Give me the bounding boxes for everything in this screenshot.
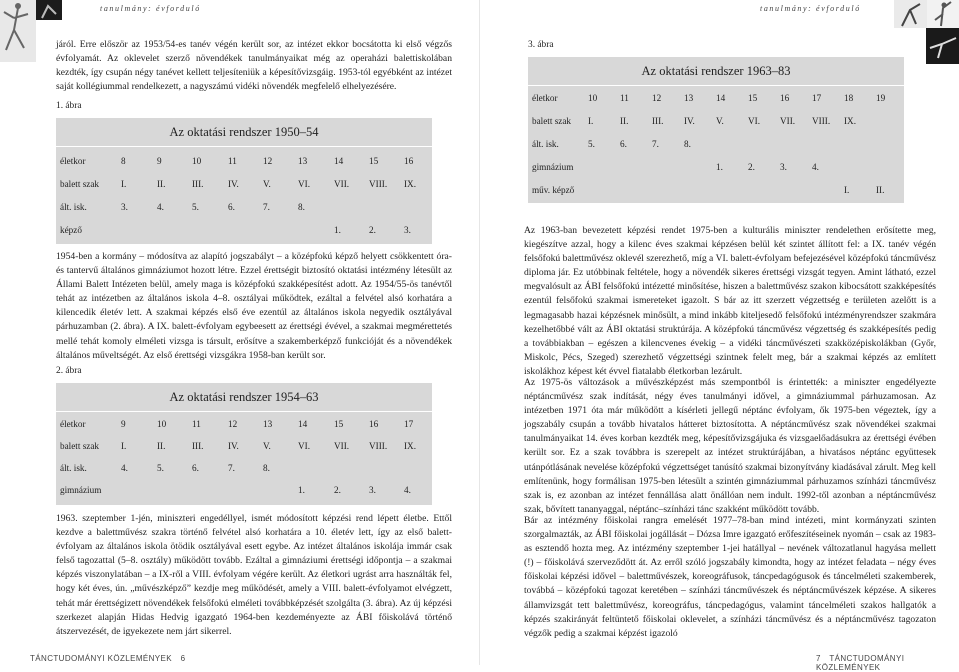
row-label: életkor [60, 156, 86, 166]
body-paragraph: járól. Erre először az 1953/54-es tanév végén került sor, az intézet ekkor bocsátotta ki első végzős évfolyamát. Az oklevelet szerző növendékek tanulmányaikat még az operaházi balettiskolában kezdték, így csupán négy tanévet kellett teljesíteniük a képesítővizsgáig. 1953-tól egyébként az intézet saját kollégiummal rendelkezett, a nagyszámú vidéki növendék megfelelő elhelyezésére. [56, 39, 452, 93]
body-paragraph: Bár az intézmény főiskolai rangra emelését 1977–78-ban mind intézeti, mint kormányzati szinten szorgalmazták, az ÁBI főiskolai jogállását – Dózsa Imre igazgató erőfeszítéseinek nyomán – csak az 1983-as esztendő hozta meg. Az intézmény szeptember 1-jei hatállyal – nevének változatlanul hagyása mellett (!) – főiskolává szerveződött át. Az erről szóló jogszabály kimondta, hogy az intézet feladata – négy éves főiskolai képzési idővel – balettművészek, koreográfusok, táncpedagógusok és táncelméleti szakemberek, továbbá – középfokú tagozat keretében – színházi táncművészek és néptáncművészek képzése. A sikeres államvizsgát tett balettművész, koreográfus, táncpedagógus, valamint táncelméleti szakos hallgatók a képzés szakirányát feltüntető főiskolai oklevelet, a színházi táncművész és a néptáncművész tagozaton végzők pedig a szakmai képzést igazoló [524, 515, 936, 639]
table-title: Az oktatási rendszer 1963–83 [528, 57, 904, 86]
row-label: ált. isk. [60, 202, 87, 212]
journal-title: TÁNCTUDOMÁNYI KÖZLEMÉNYEK [30, 654, 173, 663]
figure-label: 1. ábra [56, 101, 82, 111]
table-cell: I. [844, 185, 850, 195]
table-cell: 8. [298, 202, 305, 212]
table-cell: 2. [748, 162, 755, 172]
table-row [528, 112, 904, 130]
table-cell: 5. [192, 202, 199, 212]
table-cell: 5. [157, 463, 164, 473]
table-cell: 13 [684, 93, 694, 103]
footer [30, 654, 186, 663]
table-cell: VIII. [369, 441, 388, 451]
row-label: gimnázium [60, 485, 102, 495]
row-label: életkor [60, 419, 86, 429]
table-cell: 11 [192, 419, 201, 429]
table-cell: 16 [780, 93, 790, 103]
table-cell: VII. [780, 116, 796, 126]
table-cell: 3. [369, 485, 376, 495]
table-cell: 10 [588, 93, 598, 103]
table-cell: 4. [157, 202, 164, 212]
table-cell: 12 [228, 419, 238, 429]
table-cell: 8 [121, 156, 126, 166]
table-cell: II. [876, 185, 885, 195]
table-cell: II. [157, 441, 166, 451]
table-cell: 12 [652, 93, 662, 103]
table-cell: 7. [263, 202, 270, 212]
table-cell: 14 [716, 93, 726, 103]
table-cell: IV. [684, 116, 695, 126]
table-cell: I. [121, 179, 127, 189]
table-cell: 12 [263, 156, 273, 166]
table-row [56, 437, 432, 455]
table-1954-63 [56, 383, 432, 505]
table-cell: VIII. [812, 116, 831, 126]
table-cell: II. [157, 179, 166, 189]
table-title: Az oktatási rendszer 1950–54 [56, 118, 432, 147]
table-cell: I. [121, 441, 127, 451]
table-cell: IX. [404, 179, 416, 189]
body-paragraph: Az 1963-ban bevezetett képzési rendet 1975-ben a kulturális miniszter rendelethen erősítette meg, kiegészítve azzal, hogy a kilenc éves szakmai képzésen belül két szintet állított fel: a IX. tanév végén felsőfokú balettművész oklevél szerezhető, míg a VI. balett-évfolyam befejezésével középfokú táncművész diploma jár. Ez utóbbinak feltétele, hogy a növendék sikeres érettségi vizsgát tegyen. Amint látható, ezzel megvalósult az ÁBI felsőfokú intézetté minősítése, hiszen a balettművész szakon kibocsátott szakképesítés ezentúl felsőfokú szakmai ismereteket igazolt. S bár az itt szerzett végzettség e területen azelőtt is a legmagasabb hazai képzésnek minősült, a mind inkább kiteljesedő felsőfokú intézményrendszer szakmára kezelhetőbbé vált az ÁBI oktatási struktúrája. A középfokú táncművész végzettség és szakképesítés pedig a továbbiakban – egészen a kilencvenes évekig – a vidéki táncművészeti szakközépiskolákban (Győr, Miskolc, Pécs, Szeged) szerezhető végzettségi szintnek felelt meg, bár a szakmai képzés az említett iskolákhoz képest két évvel fiatalabb életkorban lezárult. [524, 225, 936, 377]
journal-title: TÁNCTUDOMÁNYI KÖZLEMÉNYEK [816, 654, 905, 672]
table-cell: 13 [263, 419, 273, 429]
row-label: műv. képző [532, 185, 575, 195]
body-paragraph: 1954-ben a kormány – módosítva az alapító jogszabályt – a középfokú képző helyett csökkentett óra- és tantervű általános gimnáziumot hozott létre. Ezzel érettségit biztosító oktatási intézmény létesült az Állami Balett Intézeten belül, amely maga is középfokú szakképesítést adott. Az 1954/55-ös tanévtől tehát az intézetben az általános iskola 4–8. osztályai működtek, ezáltal a felvétel alsó korhatára a kilencedik életév lett. A szakmai képzés első éve ezentúl az általános iskola negyedik osztályával párhuzamban (2. ábra). A IX. balett-évfolyam egybeesett az érettségi évével, a szakmai megmérettetés mellé tehát komoly elméleti vizsga is társult, erősítve a szakemberképző funkcióját és a növendékek általános műveltségét. Az első érettségi vizsgákra 1958-ban került sor. [56, 251, 452, 361]
table-title: Az oktatási rendszer 1954–63 [56, 383, 432, 412]
table-cell: 7. [228, 463, 235, 473]
table-cell: 3. [780, 162, 787, 172]
table-cell: 6. [192, 463, 199, 473]
table-cell: 9 [157, 156, 162, 166]
table-cell: IX. [404, 441, 416, 451]
row-label: balett szak [532, 116, 572, 126]
table-cell: 6. [228, 202, 235, 212]
row-label: képző [60, 225, 82, 235]
table-cell: V. [716, 116, 724, 126]
table-cell: 9 [121, 419, 126, 429]
table-cell: III. [192, 179, 204, 189]
table-cell: 2. [334, 485, 341, 495]
table-row [56, 175, 432, 193]
figure-label: 3. ábra [528, 40, 554, 50]
table-cell: III. [652, 116, 664, 126]
table-row [56, 459, 432, 477]
table-cell: 3. [404, 225, 411, 235]
table-cell: 5. [588, 139, 595, 149]
right-page [480, 0, 959, 672]
table-cell: III. [192, 441, 204, 451]
table-cell: 15 [748, 93, 758, 103]
page-number: 7 [816, 654, 821, 663]
dancer-photo [0, 0, 36, 62]
table-cell: 7. [652, 139, 659, 149]
row-label: balett szak [60, 441, 100, 451]
table-cell: 17 [404, 419, 414, 429]
row-label: gimnázium [532, 162, 574, 172]
table-cell: V. [263, 179, 271, 189]
table-cell: 17 [812, 93, 822, 103]
table-cell: 1. [334, 225, 341, 235]
table-cell: VII. [334, 179, 350, 189]
dancer-photo [926, 28, 959, 64]
table-cell: 14 [298, 419, 308, 429]
table-row [56, 415, 432, 433]
table-cell: 4. [121, 463, 128, 473]
table-cell: 11 [228, 156, 237, 166]
row-label: ált. isk. [60, 463, 87, 473]
table-cell: 18 [844, 93, 854, 103]
table-row [56, 221, 432, 239]
table-cell: VI. [298, 441, 310, 451]
table-row [528, 181, 904, 199]
table-cell: 4. [812, 162, 819, 172]
running-header: tanulmány: évforduló [100, 4, 201, 13]
table-cell: 2. [369, 225, 376, 235]
table-cell: 19 [876, 93, 886, 103]
table-1963-83 [528, 57, 904, 203]
body-paragraph: 1963. szeptember 1-jén, miniszteri engedéllyel, ismét módosított képzési rend lépett életbe. Ettől kezdve a balettművész szakra történő felvétel alsó korhatára a 10. életév lett, így az első balett-évfolyam az általános iskola ötödik osztályával esett egybe. Az intézet általános iskolája immár csak felső tagozattal (5–8. osztály) működött tovább. Ezáltal a gimnáziumi érettségi időpontja – a szakmai képzés viszonylatában – a IX-ről a VIII. évfolyam végére került. Az életkori ugrást arra használták fel, hogy két éves, ún. „művészképző” kezdje meg működését, amely a VIII. balett-évfolyamot elvégzett, tehát már érettségizett növendékek felsőfokú elméleti továbbképzését szolgálta (3. ábra). Az új képzési szerkezet alapján Hidas Hedvig igazgató 1964-ben kezdeményezte az ÁBI főiskolává történő átszervezését, de igyekezete nem járt sikerrel. [56, 513, 452, 637]
table-cell: 16 [404, 156, 414, 166]
table-cell: 6. [620, 139, 627, 149]
footer [816, 654, 959, 672]
dancer-photo [894, 0, 927, 28]
figure-label: 2. ábra [56, 366, 82, 376]
dancer-photo [36, 0, 62, 20]
table-cell: 13 [298, 156, 308, 166]
table-cell: IX. [844, 116, 856, 126]
body-paragraph: Az 1975-ös változások a művészképzést más szempontból is érintették: a miniszter engedélyezte néptáncművész szak indítását, négy éves tanulmányi idővel, a gimnáziummal párhuzamosan. Az intézetben 1971 óta már működött a kísérleti jellegű néptánc évfolyam, ők 1975-ben végeztek, így a jogszabály csupán a tovább hivatalos hátteret biztosította. A néptáncművész szak növendékei szakmai tanulmányaikat 14. éves korban kezdték meg, képesítővizsgájuka és vizsgaelőadásukra az érettségi évében került sor. Ez a szak továbbra is szerepelt az intézet struktúrájában, a hivatásos néptánc együttesek utánpótlásának nevelése középfokú végzettséget tanúsító szakmai bizonyítvány kiadásával zárult. Meg kell említenünk, hogy formálisan 1975-ben létesült a szintén gimnáziummal párhuzamos színházi táncművész szak is, ez azonban az intézet fennállása alatt önállóan nem indult. 1992-től azonban a néptáncművész szak, bővített tananyaggal, néptánc–színházi tánc szakként működött tovább. [524, 377, 936, 515]
table-cell: 14 [334, 156, 344, 166]
table-cell: 10 [157, 419, 167, 429]
table-cell: IV. [228, 441, 239, 451]
left-page [0, 0, 480, 665]
row-label: ált. isk. [532, 139, 559, 149]
table-1950-54 [56, 118, 432, 244]
table-cell: 1. [298, 485, 305, 495]
table-row [56, 481, 432, 499]
table-cell: VI. [298, 179, 310, 189]
table-cell: 4. [404, 485, 411, 495]
table-cell: 3. [121, 202, 128, 212]
table-row [528, 135, 904, 153]
row-label: balett szak [60, 179, 100, 189]
row-label: életkor [532, 93, 558, 103]
table-cell: VIII. [369, 179, 388, 189]
table-cell: IV. [228, 179, 239, 189]
table-cell: VII. [334, 441, 350, 451]
table-cell: 10 [192, 156, 202, 166]
table-cell: 15 [369, 156, 379, 166]
table-row [528, 158, 904, 176]
table-cell: II. [620, 116, 629, 126]
table-row [528, 89, 904, 107]
table-cell: 8. [684, 139, 691, 149]
table-cell: 11 [620, 93, 629, 103]
table-cell: VI. [748, 116, 760, 126]
table-cell: 1. [716, 162, 723, 172]
table-cell: V. [263, 441, 271, 451]
table-cell: 8. [263, 463, 270, 473]
table-row [56, 152, 432, 170]
table-row [56, 198, 432, 216]
page-number: 6 [180, 654, 186, 663]
table-cell: 15 [334, 419, 344, 429]
running-header: tanulmány: évforduló [760, 4, 861, 13]
dancer-photo [927, 0, 959, 28]
table-cell: I. [588, 116, 594, 126]
table-cell: 16 [369, 419, 379, 429]
